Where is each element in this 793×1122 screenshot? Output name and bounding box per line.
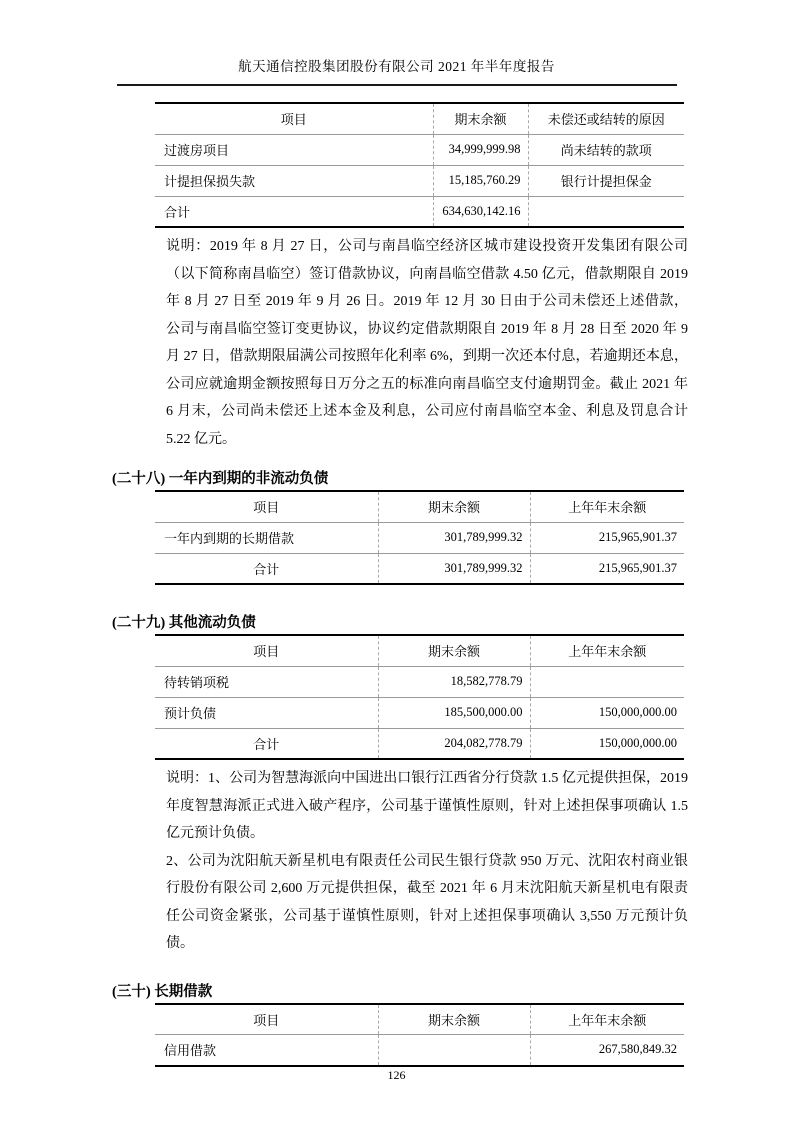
- amount-cell: 301,789,999.32: [378, 553, 530, 584]
- table-row: [155, 134, 684, 165]
- amount-cell: 15,185,760.29: [433, 165, 528, 196]
- column-header-prior-balance: 上年年末余额: [530, 1004, 684, 1035]
- table-row: [155, 522, 684, 553]
- section-heading-28: (二十八) 一年内到期的非流动负债: [112, 471, 329, 487]
- header-rule: [117, 84, 677, 86]
- note-paragraph: [166, 848, 688, 958]
- reason-cell: [528, 196, 684, 227]
- item-cell: 过渡房项目: [155, 134, 433, 165]
- table-total-row: [155, 553, 684, 584]
- amount-cell: [530, 666, 684, 697]
- column-header-prior-balance: 上年年末余额: [530, 635, 684, 666]
- table-header-row: [155, 635, 684, 666]
- amount-cell: 34,999,999.98: [433, 134, 528, 165]
- amount-cell: [378, 1035, 530, 1066]
- amount-cell: 150,000,000.00: [530, 728, 684, 759]
- note-line: 年度智慧海派正式进入破产程序，公司基于谨慎性原则，针对上述担保事项确认 1.5: [166, 798, 688, 814]
- table-total-row: [155, 728, 684, 759]
- reason-cell: 银行计提担保金: [528, 165, 684, 196]
- item-cell: 合计: [164, 204, 191, 220]
- item-cell: 预计负债: [155, 697, 378, 728]
- note-paragraph: [166, 765, 688, 848]
- item-cell: 合计: [253, 736, 280, 752]
- table-total-row: [155, 196, 684, 227]
- note-line: 行股份有限公司 2,600 万元提供担保，截至 2021 年 6 月末沈阳航天新星机电有限责: [166, 881, 688, 896]
- note-line: （以下简称南昌临空）签订借款协议，向南昌临空借款 4.50 亿元，借款期限自 2019: [166, 266, 688, 282]
- long-term-borrowings-table: [155, 1003, 684, 1067]
- item-cell: 合计: [253, 561, 280, 577]
- amount-cell: 301,789,999.32: [378, 522, 530, 553]
- note-line: 月 27 日，借款期限届满公司按照年化利率 6%，到期一次还本付息，若逾期还本息，: [166, 349, 688, 364]
- amount-cell: 150,000,000.00: [530, 697, 684, 728]
- amount-cell: 204,082,778.79: [378, 728, 530, 759]
- note-line: 年 8 月 27 日至 2019 年 9 月 26 日。2019 年 12 月 30 日由于公司未偿还上述借款，: [166, 294, 688, 309]
- amount-cell: 215,965,901.37: [530, 553, 684, 584]
- column-header-ending-balance: 期末余额: [378, 1004, 530, 1035]
- note-line: 6 月末，公司尚未偿还上述本金及利息，公司应付南昌临空本金、利息及罚息合计: [166, 404, 688, 419]
- column-header-item: 项目: [155, 635, 378, 666]
- table-header-row: [155, 103, 684, 134]
- item-cell: 计提担保损失款: [155, 165, 433, 196]
- column-header-reason: 未偿还或结转的原因: [528, 103, 684, 134]
- overdue-items-table: [155, 102, 684, 228]
- amount-cell: 215,965,901.37: [530, 522, 684, 553]
- table-row: [155, 666, 684, 697]
- column-header-item: 项目: [155, 103, 433, 134]
- section-heading-30: (三十) 长期借款: [112, 983, 213, 1000]
- amount-cell: 267,580,849.32: [530, 1035, 684, 1066]
- report-header-title: 航天通信控股集团股份有限公司 2021 年半年度报告: [238, 59, 555, 74]
- note-line: 说明：1、公司为智慧海派向中国进出口银行江西省分行贷款 1.5 亿元提供担保，2019: [166, 771, 688, 786]
- section-heading-29: (二十九) 其他流动负债: [112, 615, 256, 631]
- item-cell: 信用借款: [164, 1043, 217, 1059]
- column-header-ending-balance: 期末余额: [433, 103, 528, 134]
- item-cell: 一年内到期的长期借款: [155, 522, 378, 553]
- item-cell: 待转销项税: [155, 666, 378, 697]
- note-line: 债。: [166, 936, 194, 951]
- column-header-prior-balance: 上年年末余额: [530, 491, 684, 522]
- note-paragraph: [166, 233, 688, 453]
- note-line: 5.22 亿元。: [166, 431, 236, 447]
- page-number: 126: [387, 1068, 406, 1082]
- note-line: 2、公司为沈阳航天新星机电有限责任公司民生银行贷款 950 万元、沈阳农村商业银: [166, 853, 688, 869]
- note-line: 公司应就逾期金额按照每日万分之五的标准向南昌临空支付逾期罚金。截止 2021 年: [166, 376, 688, 392]
- other-current-liabilities-table: [155, 634, 684, 760]
- note-line: 说明：2019 年 8 月 27 日，公司与南昌临空经济区城市建设投资开发集团有限公司: [166, 239, 688, 254]
- note-line: 任公司资金紧张，公司基于谨慎性原则，针对上述担保事项确认 3,550 万元预计负: [166, 908, 688, 924]
- column-header-item: 项目: [155, 491, 378, 522]
- column-header-ending-balance: 期末余额: [378, 491, 530, 522]
- amount-cell: 185,500,000.00: [378, 697, 530, 728]
- note-line: 公司与南昌临空签订变更协议，协议约定借款期限自 2019 年 8 月 28 日至 2020 年 9: [166, 321, 688, 337]
- table-row: [155, 1035, 684, 1066]
- amount-cell: 18,582,778.79: [378, 666, 530, 697]
- note-line: 亿元预计负债。: [166, 826, 264, 841]
- noncurrent-liabilities-due-table: [155, 490, 684, 585]
- table-row: [155, 165, 684, 196]
- column-header-item: 项目: [155, 1004, 378, 1035]
- table-row: [155, 697, 684, 728]
- table-header-row: [155, 1004, 684, 1035]
- table-header-row: [155, 491, 684, 522]
- reason-cell: 尚未结转的款项: [528, 134, 684, 165]
- column-header-ending-balance: 期末余额: [378, 635, 530, 666]
- amount-cell: 634,630,142.16: [433, 196, 528, 227]
